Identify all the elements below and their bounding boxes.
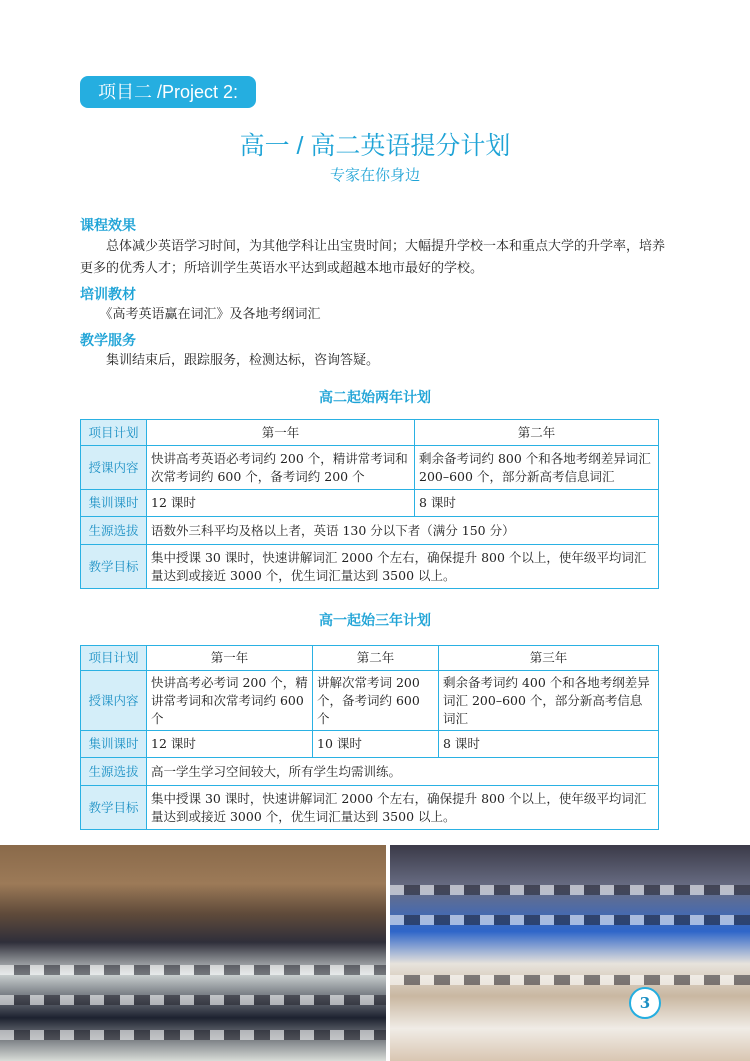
- table-cell: 8 课时: [439, 731, 659, 758]
- table-row: [81, 446, 659, 490]
- table-cell: 讲解次常考词 200 个，备考词约 600 个: [313, 671, 439, 731]
- table-header-cell: 第一年: [147, 646, 313, 671]
- table-cell: 集中授课 30 课时，快速讲解词汇 2000 个左右，确保提升 800 个以上，使年级平均词汇量达到或接近 3000 个，优生词汇量达到 3500 以上。: [147, 786, 659, 830]
- table-cell: 语数外三科平均及格以上者，英语 130 分以下者（满分 150 分）: [147, 517, 659, 545]
- plan3-title: 高一起始三年计划: [319, 613, 431, 629]
- table-cell: 10 课时: [313, 731, 439, 758]
- table-cell: 剩余备考词约 800 个和各地考纲差异词汇 200–600 个，部分新高考信息词汇: [415, 446, 659, 490]
- table-row: [81, 545, 659, 589]
- row-label: 授课内容: [81, 671, 147, 731]
- row-label: 教学目标: [81, 786, 147, 830]
- table-header-cell: 第二年: [415, 420, 659, 446]
- section-body-service: 集训结束后，跟踪服务，检测达标，咨询答疑。: [80, 353, 380, 368]
- section-body-materials: 《高考英语赢在词汇》及各地考纲词汇: [80, 307, 321, 322]
- table-cell: 12 课时: [147, 490, 415, 517]
- table-cell: 高一学生学习空间较大，所有学生均需训练。: [147, 758, 659, 786]
- row-label: 生源选拔: [81, 517, 147, 545]
- section-heading-materials: 培训教材: [80, 287, 136, 303]
- table-row: [81, 731, 659, 758]
- row-label: 授课内容: [81, 446, 147, 490]
- classroom-photo-right: [390, 845, 750, 1061]
- table-row: [81, 490, 659, 517]
- classroom-photo-left: [0, 845, 386, 1061]
- plan2-table: [80, 419, 659, 589]
- page-title: 高一 / 高二英语提分计划: [239, 132, 511, 160]
- plan3-table: [80, 645, 659, 830]
- table-cell: 8 课时: [415, 490, 659, 517]
- table-row: [81, 671, 659, 731]
- table-cell: 集中授课 30 课时，快速讲解词汇 2000 个左右，确保提升 800 个以上，使年级平均词汇量达到或接近 3000 个，优生词汇量达到 3500 以上。: [147, 545, 659, 589]
- project-tag: 项目二 /Project 2:: [80, 76, 256, 108]
- table-cell: 剩余备考词约 400 个和各地考纲差异词汇 200–600 个，部分新高考信息词汇: [439, 671, 659, 731]
- table-row: [81, 786, 659, 830]
- plan2-title: 高二起始两年计划: [319, 390, 431, 406]
- page-number-badge: 3: [629, 987, 661, 1019]
- table-header-cell: 项目计划: [81, 420, 147, 446]
- row-label: 集训课时: [81, 731, 147, 758]
- section-body-effect: 总体减少英语学习时间，为其他学科让出宝贵时间；大幅提升学校一本和重点大学的升学率，培养更多的优秀人才；所培训学生英语水平达到或超越本地市最好的学校。: [80, 239, 666, 276]
- table-header-cell: 第三年: [439, 646, 659, 671]
- section-heading-effect: 课程效果: [80, 218, 136, 234]
- table-header-row: [81, 420, 659, 446]
- page-subtitle: 专家在你身边: [329, 166, 420, 184]
- table-cell: 快讲高考必考词 200 个，精讲常考词和次常考词约 600 个: [147, 671, 313, 731]
- row-label: 集训课时: [81, 490, 147, 517]
- table-header-cell: 第一年: [147, 420, 415, 446]
- table-row: [81, 758, 659, 786]
- section-heading-service: 教学服务: [80, 333, 136, 349]
- table-header-row: [81, 646, 659, 671]
- table-cell: 快讲高考英语必考词约 200 个，精讲常考词和次常考词约 600 个，备考词约 200 个: [147, 446, 415, 490]
- row-label: 教学目标: [81, 545, 147, 589]
- table-header-cell: 第二年: [313, 646, 439, 671]
- table-header-cell: 项目计划: [81, 646, 147, 671]
- row-label: 生源选拔: [81, 758, 147, 786]
- table-cell: 12 课时: [147, 731, 313, 758]
- table-row: [81, 517, 659, 545]
